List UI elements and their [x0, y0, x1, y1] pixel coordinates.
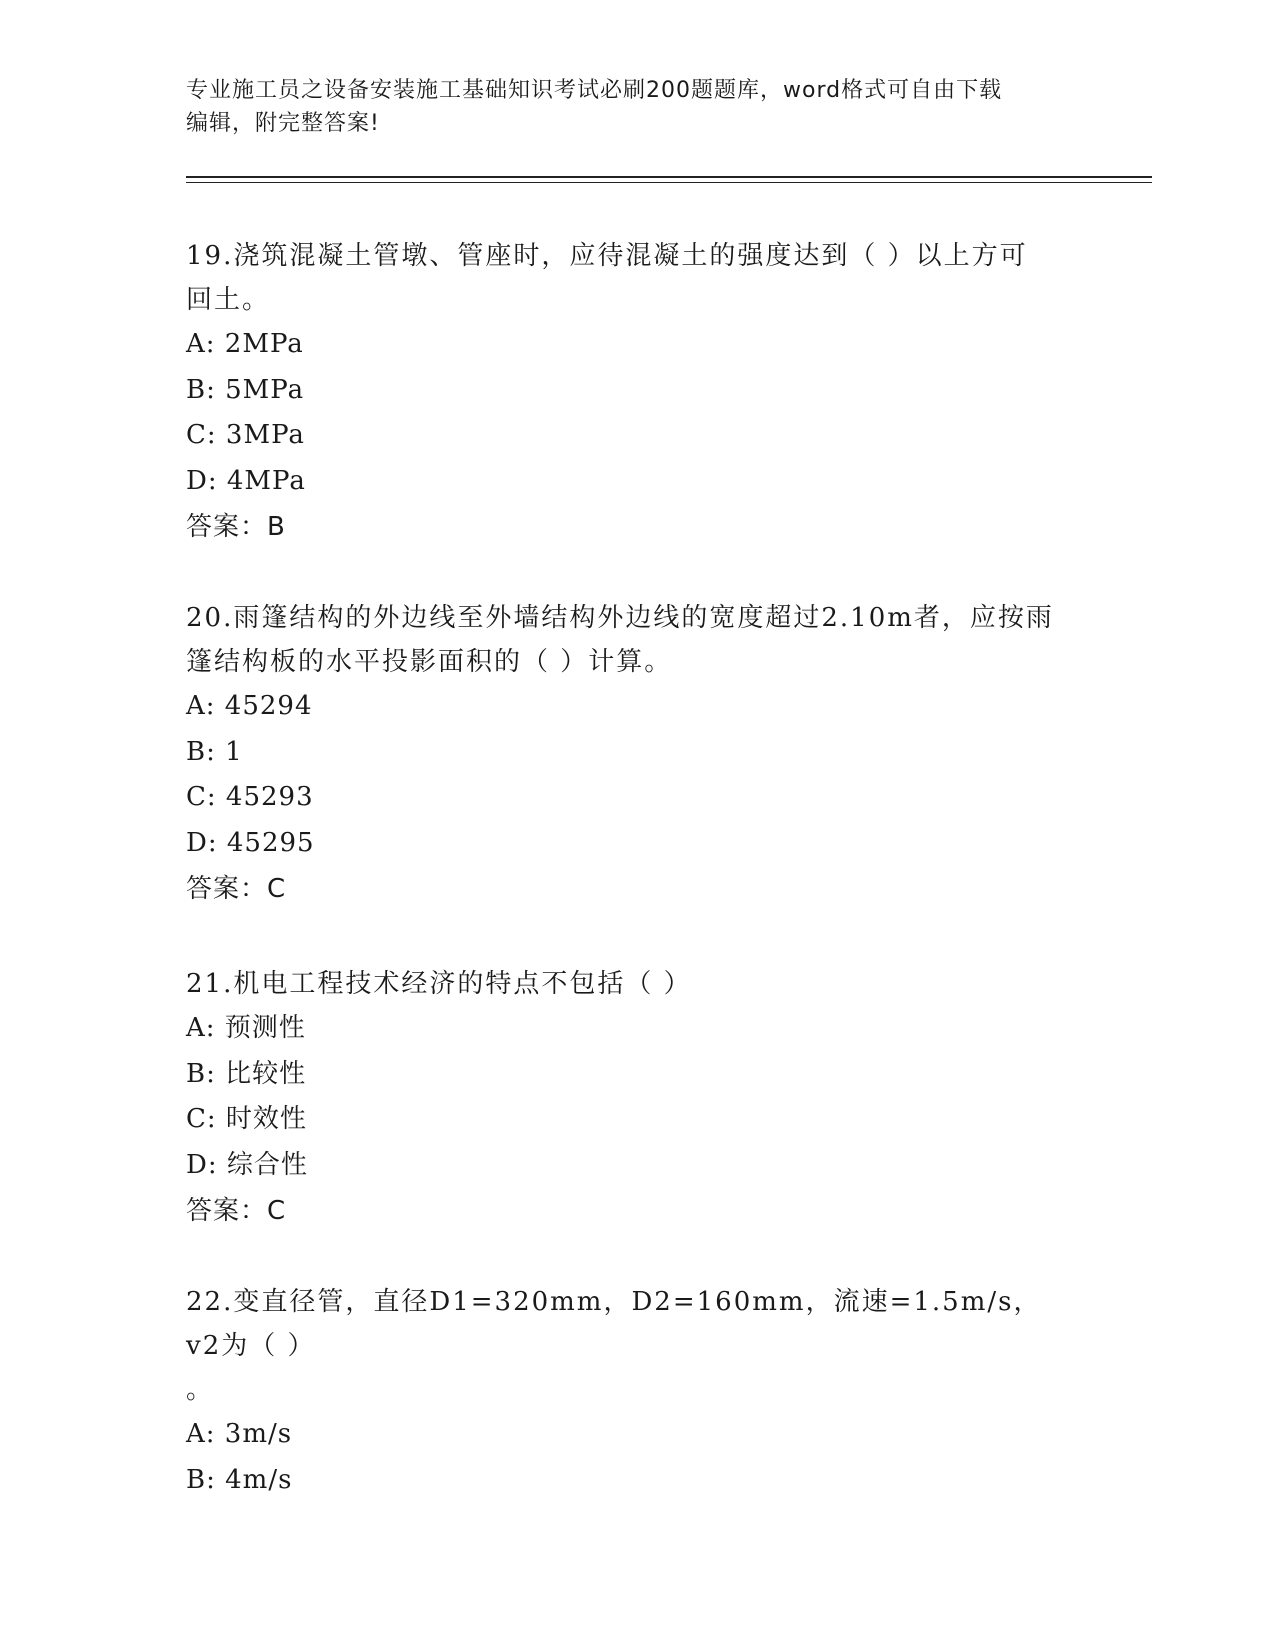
- option-a: A: 预测性: [186, 1013, 306, 1043]
- question-stem-continued: 篷结构板的水平投影面积的（ ）计算。: [186, 647, 673, 677]
- question-19: [186, 234, 1066, 550]
- question-21: [186, 962, 1066, 1234]
- question-stem: 19.浇筑混凝土管墩、管座时，应待混凝土的强度达到（ ）以上方可: [186, 241, 1028, 271]
- question-stem: 21.机电工程技术经济的特点不包括（ ）: [186, 969, 692, 999]
- option-c: C: 45293: [186, 782, 314, 812]
- answer: 答案：C: [186, 874, 287, 904]
- question-22: [186, 1280, 1066, 1503]
- option-a: A: 3m/s: [186, 1419, 293, 1449]
- option-b: B: 1: [186, 736, 243, 767]
- option-d: D: 4MPa: [186, 465, 306, 496]
- option-a: A: 45294: [186, 691, 313, 721]
- header-divider-bottom: [186, 182, 1152, 183]
- question-stem-continued: 。: [186, 1375, 215, 1405]
- header-divider-top: [186, 176, 1152, 178]
- question-stem: 22.变直径管，直径D1=320mm，D2=160mm，流速=1.5m/s，v2为（ ）: [186, 1287, 1042, 1361]
- question-stem: 20.雨篷结构的外边线至外墙结构外边线的宽度超过2.10m者，应按雨: [186, 603, 1054, 633]
- answer: 答案：C: [186, 1196, 287, 1226]
- question-20: [186, 596, 1066, 912]
- option-c: C: 3MPa: [186, 420, 305, 450]
- document-header: [186, 74, 1066, 140]
- option-a: A: 2MPa: [186, 329, 304, 359]
- option-d: D: 综合性: [186, 1149, 308, 1180]
- question-stem-continued: 回土。: [186, 285, 271, 315]
- option-d: D: 45295: [186, 827, 315, 858]
- answer: 答案：B: [186, 512, 286, 542]
- header-title-line2: 编辑，附完整答案!: [186, 111, 380, 136]
- option-b: B: 4m/s: [186, 1464, 293, 1495]
- option-b: B: 比较性: [186, 1058, 307, 1089]
- option-c: C: 时效性: [186, 1104, 307, 1134]
- header-title-line1: 专业施工员之设备安装施工基础知识考试必刷200题题库，word格式可自由下载: [186, 78, 1003, 103]
- option-b: B: 5MPa: [186, 374, 305, 405]
